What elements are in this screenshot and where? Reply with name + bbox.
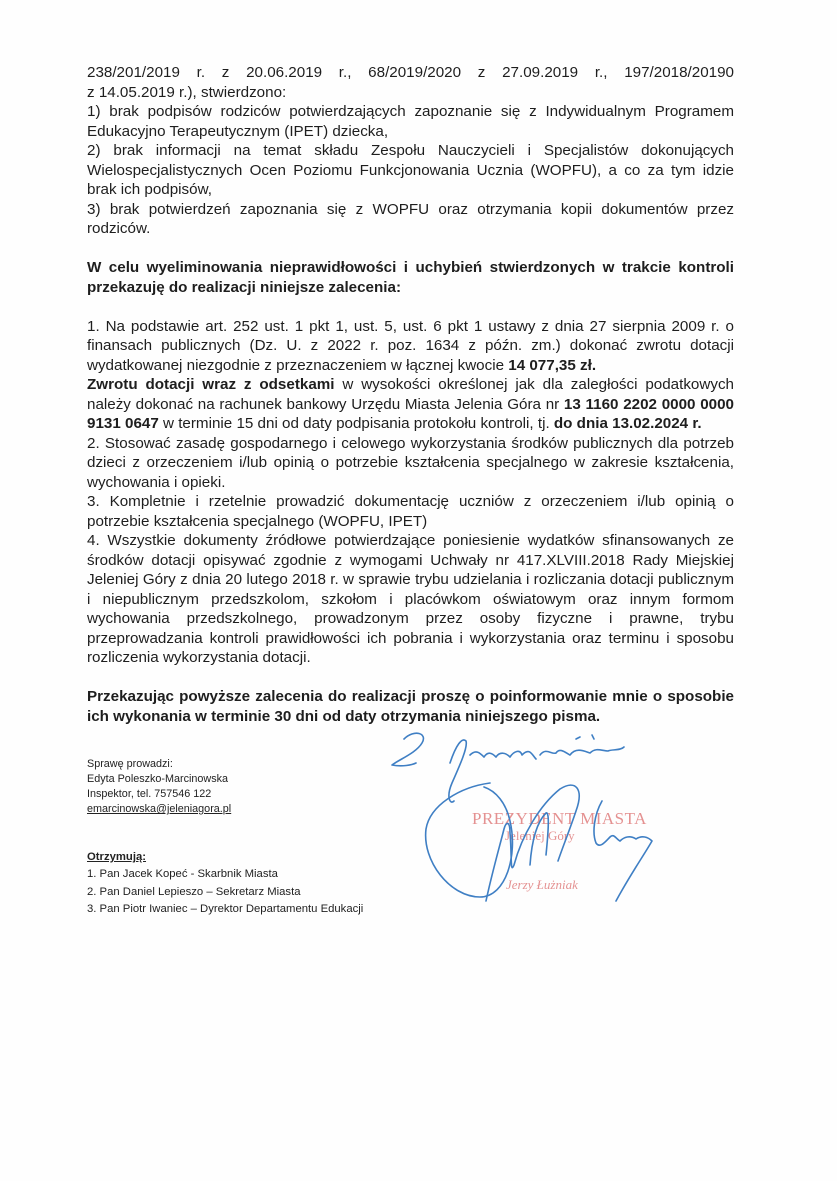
signature-stroke bbox=[576, 735, 594, 739]
document-body bbox=[87, 63, 734, 726]
account-prefix: nr bbox=[545, 395, 564, 413]
refund-instruction bbox=[87, 375, 734, 434]
finding-3: 3) brak potwierdzeń zapoznania się z WOPFU oraz otrzymania kopii dokumentów przez rodziców. bbox=[87, 200, 734, 237]
signature-area bbox=[380, 725, 740, 905]
contact-role-phone: Inspektor, tel. 757546 122 bbox=[87, 788, 212, 800]
recommendation-3: 3. Kompletnie i rzetelnie prowadzić dokumentację uczniów z orzeczeniem i/lub opinią o potrzebie kształcenia specjalnego (WOPFU, IPET) bbox=[87, 493, 734, 530]
signature-stroke bbox=[540, 747, 624, 755]
bank-account-number: 13 1160 2202 0000 0000 9131 0647 bbox=[87, 395, 734, 432]
deadline-date: do dnia 13.02.2024 r. bbox=[553, 415, 702, 432]
recipient-item: 3. Pan Piotr Iwaniec – Dyrektor Departamentu Edukacji bbox=[87, 902, 364, 915]
signature-stroke bbox=[594, 801, 652, 901]
stamp-name: Jerzy Łużniak bbox=[506, 877, 578, 892]
recipient-item: 2. Pan Daniel Lepieszo – Sekretarz Miasta bbox=[87, 885, 301, 898]
handwritten-signature-icon bbox=[380, 725, 740, 905]
intro-line-2: z 14.05.2019 r.), stwierdzono: bbox=[87, 83, 287, 101]
contact-email-link[interactable]: emarcinowska@jeleniagora.pl bbox=[87, 803, 232, 815]
contact-label: Sprawę prowadzi: bbox=[87, 758, 173, 770]
refund-bold: Zwrotu dotacji wraz z odsetkami bbox=[87, 376, 335, 393]
finding-2: 2) brak informacji na temat składu Zespołu Nauczycieli i Specjalistów dokonujących Wielospecjalistycznych Ocen Poziomu Funkcjonowania Ucznia (WOPFU), a co za tym idzie brak ich podpisów, bbox=[87, 142, 734, 198]
deadline-text: w terminie 15 dni od daty podpisania protokołu kontroli, tj. bbox=[158, 415, 554, 432]
recommendations-heading: W celu wyeliminowania nieprawidłowości i uchybień stwierdzonych w trakcie kontroli przekazuję do realizacji niniejsze zalecenia: bbox=[87, 259, 734, 296]
refund-amount: 14 077,35 zł. bbox=[508, 356, 597, 374]
contact-name: Edyta Poleszko-Marcinowska bbox=[87, 773, 229, 785]
signature-stroke bbox=[426, 783, 513, 897]
signature-stroke bbox=[470, 751, 536, 759]
closing-paragraph: Przekazując powyższe zalecenia do realizacji proszę o poinformowanie mnie o sposobie ich wykonania w terminie 30 dni od daty otrzymania niniejszego pisma. bbox=[87, 688, 734, 725]
recommendation-1 bbox=[87, 317, 734, 376]
recipients-label: Otrzymują: bbox=[87, 851, 147, 863]
recipient-item: 1. Pan Jacek Kopeć - Skarbnik Miasta bbox=[87, 868, 278, 881]
finding-1: 1) brak podpisów rodziców potwierdzających zapoznanie się z Indywidualnym Programem Edukacyjno Terapeutycznym (IPET) dziecka, bbox=[87, 103, 734, 140]
recipients-block bbox=[87, 849, 363, 918]
stamp-title: PREZYDENT MIASTA bbox=[472, 809, 647, 828]
recommendation-4: 4. Wszystkie dokumenty źródłowe potwierdzające poniesienie wydatków sfinansowanych ze środków dotacji opisywać zgodnie z wymogami Uchwały nr 417.XLVIII.2018 Rady Miejskiej Jeleniej Góry z dnia 20 lutego 2018 r. w sprawie trybu udzielania i rozliczania dotacji publicznym i niepublicznym przedszkolom, szkołom i placówkom oświatowym oraz innym formom wychowania przedszkolnego, prowadzonym przez osoby fizyczne i prawne, trybu przeprowadzania kontroli prawidłowości ich pobrania i wykorzystania oraz terminu i sposobu rozliczenia wykorzystania dotacji. bbox=[87, 532, 734, 666]
recommendation-2: 2. Stosować zasadę gospodarnego i celowego wykorzystania środków publicznych dla potrzeb dzieci z orzeczeniem i/lub opinią o potrzebie kształcenia specjalnego w zakresie kształcenia, wychowania i opieki. bbox=[87, 434, 734, 491]
stamp-city: Jeleniej Góry bbox=[505, 828, 575, 843]
contact-block bbox=[87, 757, 231, 817]
intro-line-1: 238/201/2019 r. z 20.06.2019 r., 68/2019/2020 z 27.09.2019 r., 197/2018/20190 bbox=[87, 64, 734, 81]
recommendation-1-text: 1. Na podstawie art. 252 ust. 1 pkt 1, ust. 5, ust. 6 pkt 1 ustawy z dnia 27 sierpnia 2009 r. o finansach publicznych (Dz. U. z 2022 r. poz. 1634 z późn. zm.) dokonać zwrotu dotacji wydatkowanej niezgodnie z przeznaczeniem w łącznej kwocie bbox=[87, 317, 734, 374]
signature-stroke bbox=[392, 733, 423, 766]
refund-text: w wysokości określonej jak dla zaległości podatkowych należy dokonać na rachunek bankowy Urzędu Miasta Jelenia Góra bbox=[87, 376, 734, 413]
